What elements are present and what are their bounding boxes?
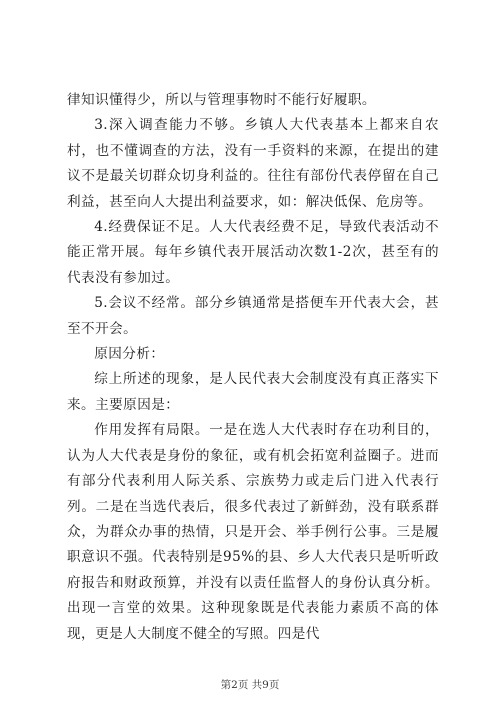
paragraph-2: 3.深入调查能力不够。乡镇人大代表基本上都来自农村，也不懂调查的方法，没有一手资料的来源，在提出的建议不是最关切群众切身利益的。往往有部份代表停留在自己利益，甚至向人大提出利益要求，如：解决低保、危房等。 — [67, 117, 439, 210]
document-body — [67, 88, 439, 647]
paragraph-3: 4.经费保证不足。人大代表经费不足，导致代表活动不能正常开展。每年乡镇代表开展活动次数1-2次，甚至有的代表没有参加过。 — [67, 219, 439, 286]
paragraph-6: 综上所述的现象，是人民代表大会制度没有真正落实下来。主要原因是： — [67, 371, 439, 413]
paragraph-7: 作用发挥有局限。一是在选人大代表时存在功利目的，认为人大代表是身份的象征，或有机会拓宽利益圈子。进而有部分代表利用人际关系、宗族势力或走后门进入代表行列。二是在当选代表后，很多代表过了新鲜劲，没有联系群众，为群众办事的热情，只是开会、举手例行公事。三是履职意识不强。代表特别是95%的县、乡人大代表只是听听政府报告和财政预算，并没有以责任监督人的身份认真分析。出现一言堂的效果。这种现象既是代表能力素质不高的体现，更是人大制度不健全的写照。四是代 — [67, 422, 439, 642]
paragraph-5: 原因分析： — [94, 346, 165, 363]
page-number-footer: 第2页 共9页 — [220, 679, 280, 691]
paragraph-4: 5.会议不经常。部分乡镇通常是搭便车开代表大会，甚至不开会。 — [67, 295, 439, 337]
paragraph-1: 律知识懂得少，所以与管理事物时不能行好履职。 — [67, 92, 376, 108]
